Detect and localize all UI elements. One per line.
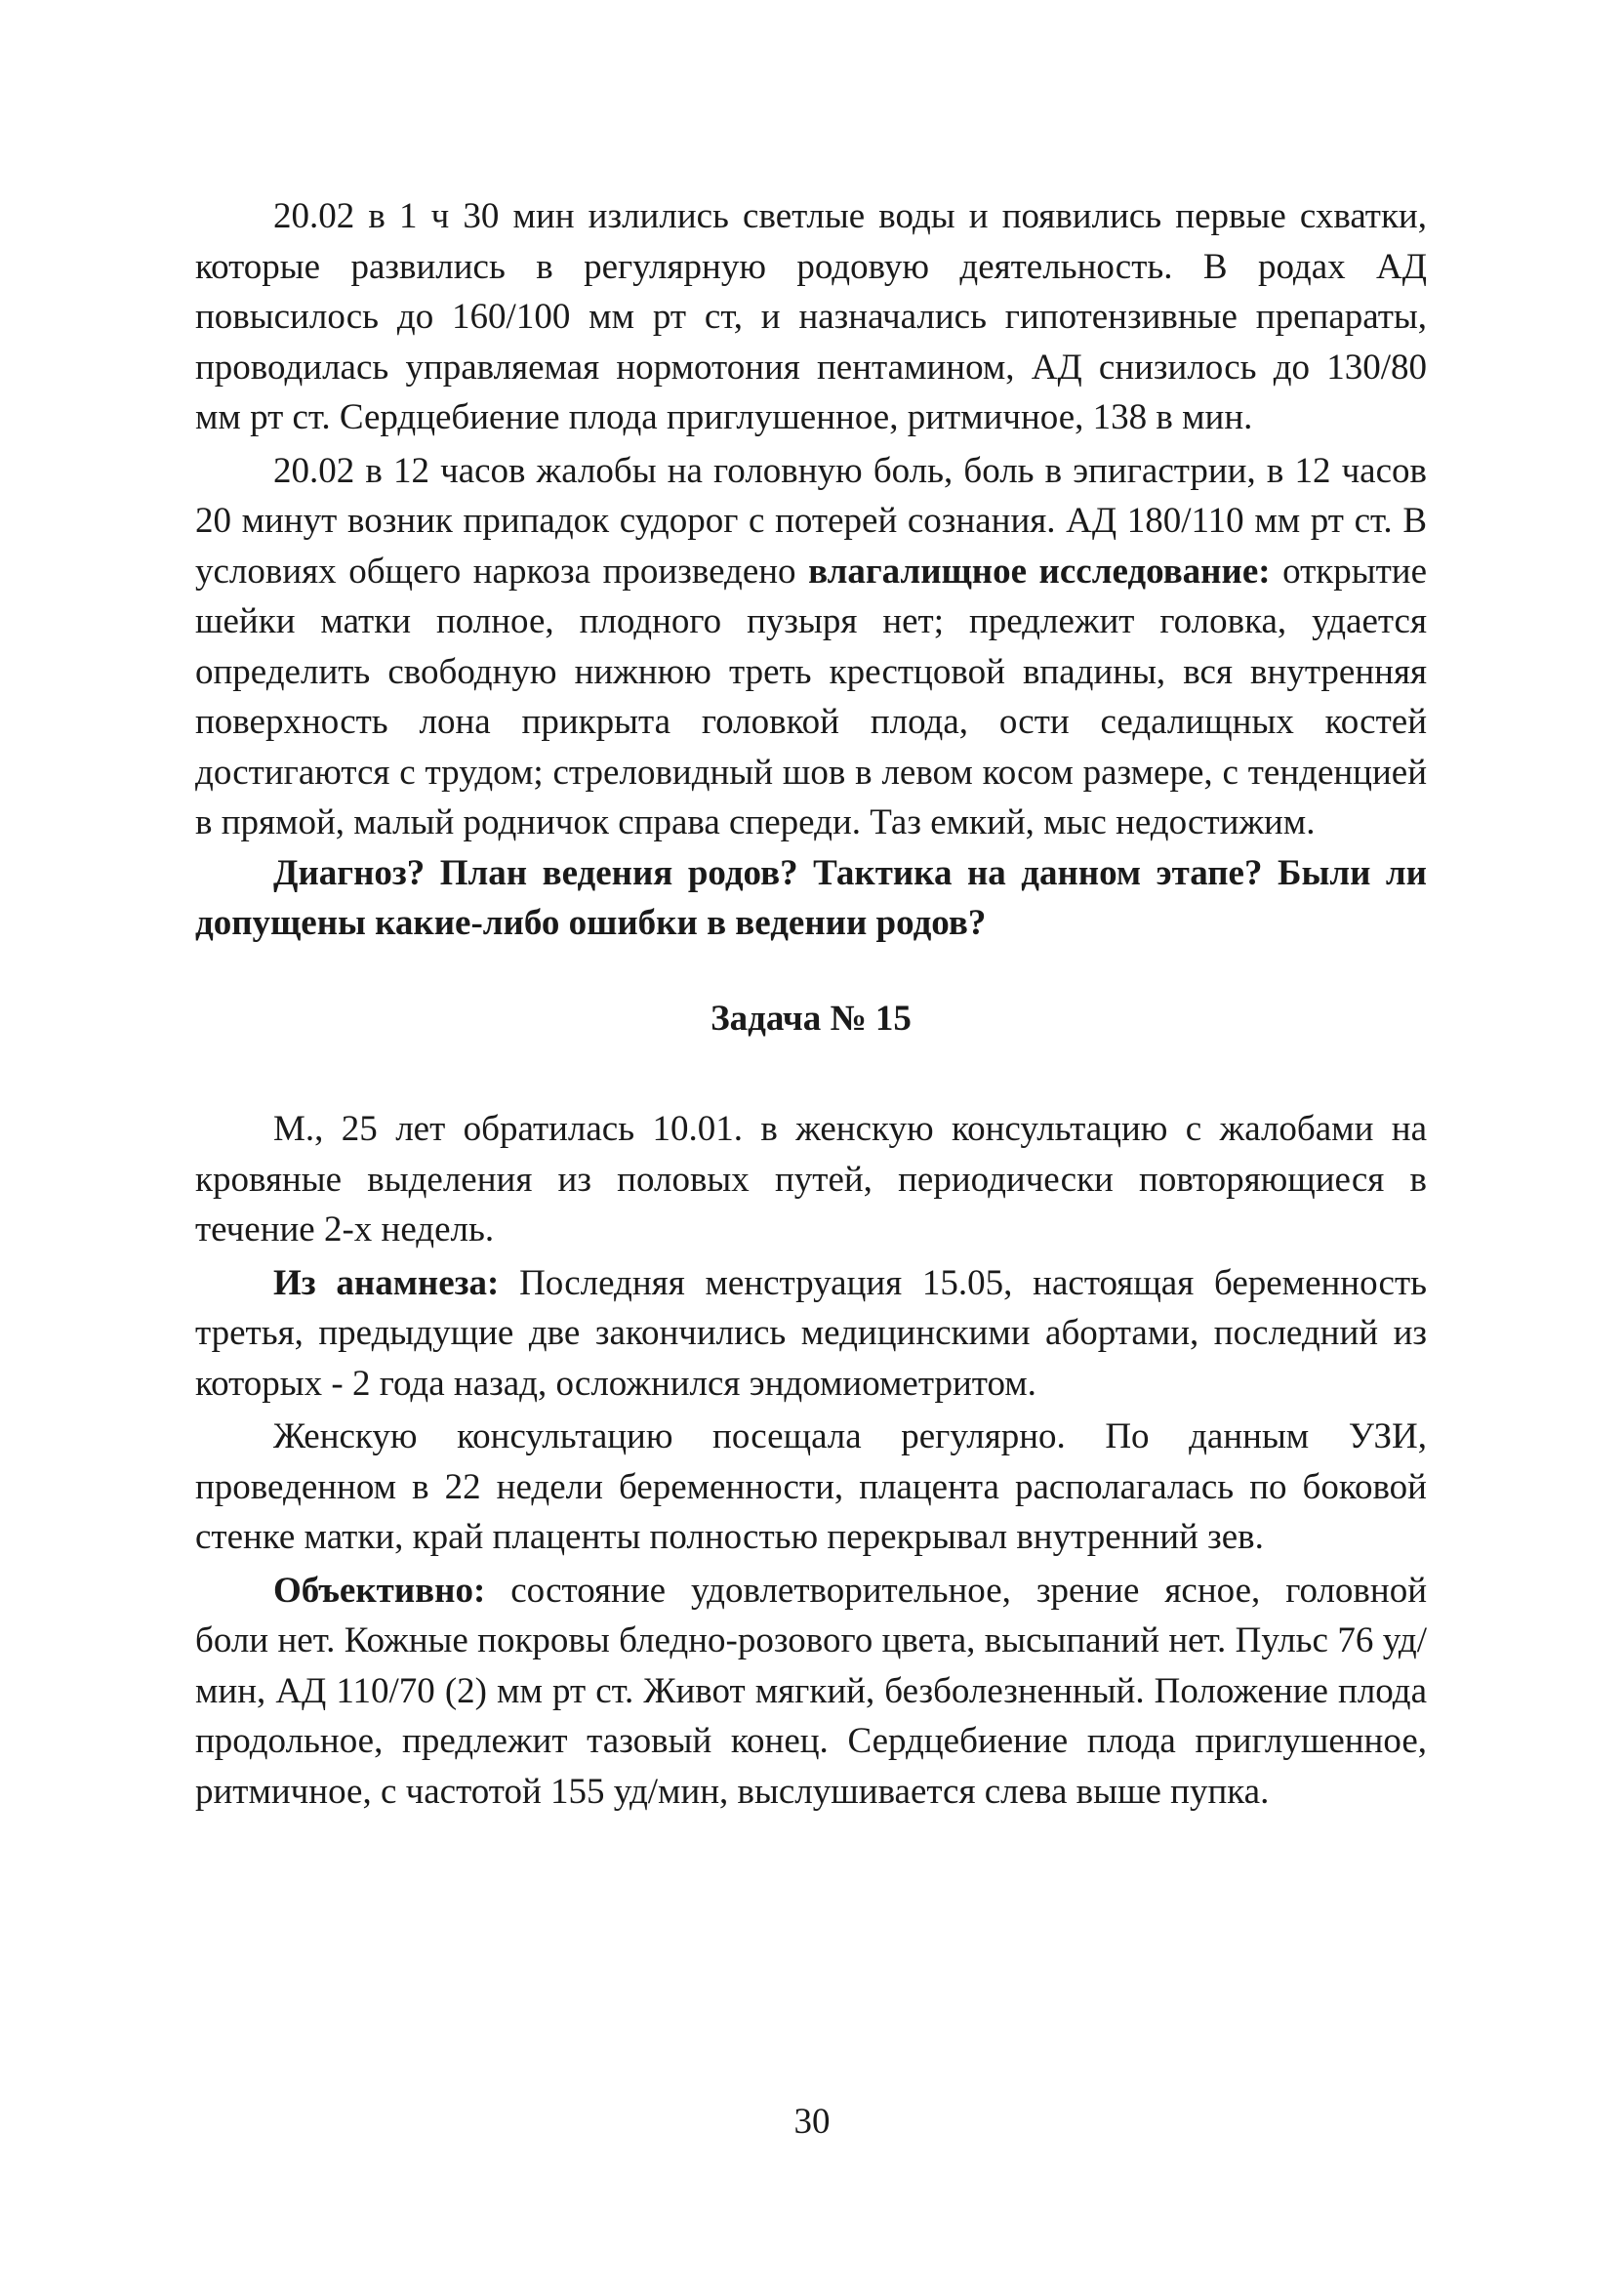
objective-label: Объективно: [273, 1570, 486, 1611]
paragraph-seizure [195, 446, 1427, 848]
document-page [195, 191, 1427, 1817]
paragraph-consultation: Женскую консультацию посещала регулярно. По данным УЗИ, проведенном в 22 недели беременности, плацента располагалась по боковой стенке матки, край плаценты полностью перекрывал внутренний зев. [195, 1416, 1427, 1557]
anamnesis-text: Последняя менструация 15.05, настоящая беременность третья, предыдущие две закончились медицинскими абортами, последний из которых - 2 года назад, осложнился эндомиометритом. [195, 1262, 1427, 1404]
exam-label: влагалищное исследование: [808, 551, 1271, 592]
paragraph-anamnesis [195, 1258, 1427, 1410]
exam-text: открытие шейки матки полное, плодного пузыря нет; предлежит головка, удается определить свободную нижнюю треть крестцовой впадины, вся внутренняя поверхность лона прикрыта головкой плода, ости седалищных костей достигаются с трудом; стреловидный шов в левом косом размере, с тенденцией в прямой, малый родничок справа спереди. Таз емкий, мыс недостижим. [195, 551, 1428, 842]
paragraph-objective [195, 1566, 1427, 1818]
paragraph-seizure-text: 20.02 в 12 часов жалобы на головную боль, боль в эпигастрии, в 12 часов 20 минут возник припадок судорог с потерей сознания. АД 180/110 мм рт ст. В условиях общего наркоза произведено [195, 450, 1427, 592]
task-heading: Задача № 15 [710, 998, 912, 1039]
paragraph-complaint: М., 25 лет обратилась 10.01. в женскую консультацию с жалобами на кровяные выделения из половых путей, периодически повторяющиеся в течение 2-х недель. [195, 1109, 1427, 1249]
task-questions: Диагноз? План ведения родов? Тактика на данном этапе? Были ли допущены какие-либо ошибки в ведении родов? [195, 852, 1427, 943]
anamnesis-label: Из анамнеза: [273, 1262, 500, 1303]
objective-text: состояние удовлетворительное, зрение ясное, головной боли нет. Кожные покровы бледно-розового цвета, высыпаний нет. Пульс 76 уд/мин, АД 110/70 (2) мм рт ст. Живот мягкий, безболезненный. Положение плода продольное, предлежит тазовый конец. Сердцебиение плода приглушенное, ритмичное, с частотой 155 уд/мин, выслушивается слева выше пупка. [195, 1570, 1427, 1812]
paragraph-waters: 20.02 в 1 ч 30 мин излились светлые воды и появились первые схватки, которые развились в регулярную родовую деятельность. В родах АД повысилось до 160/100 мм рт ст, и назначались гипотензивные препараты, проводилась управляемая нормотония пентамином, АД снизилось до 130/80 мм рт ст. Сердцебиение плода приглушенное, ритмичное, 138 в мин. [195, 196, 1427, 437]
page-number: 30 [793, 2102, 831, 2142]
